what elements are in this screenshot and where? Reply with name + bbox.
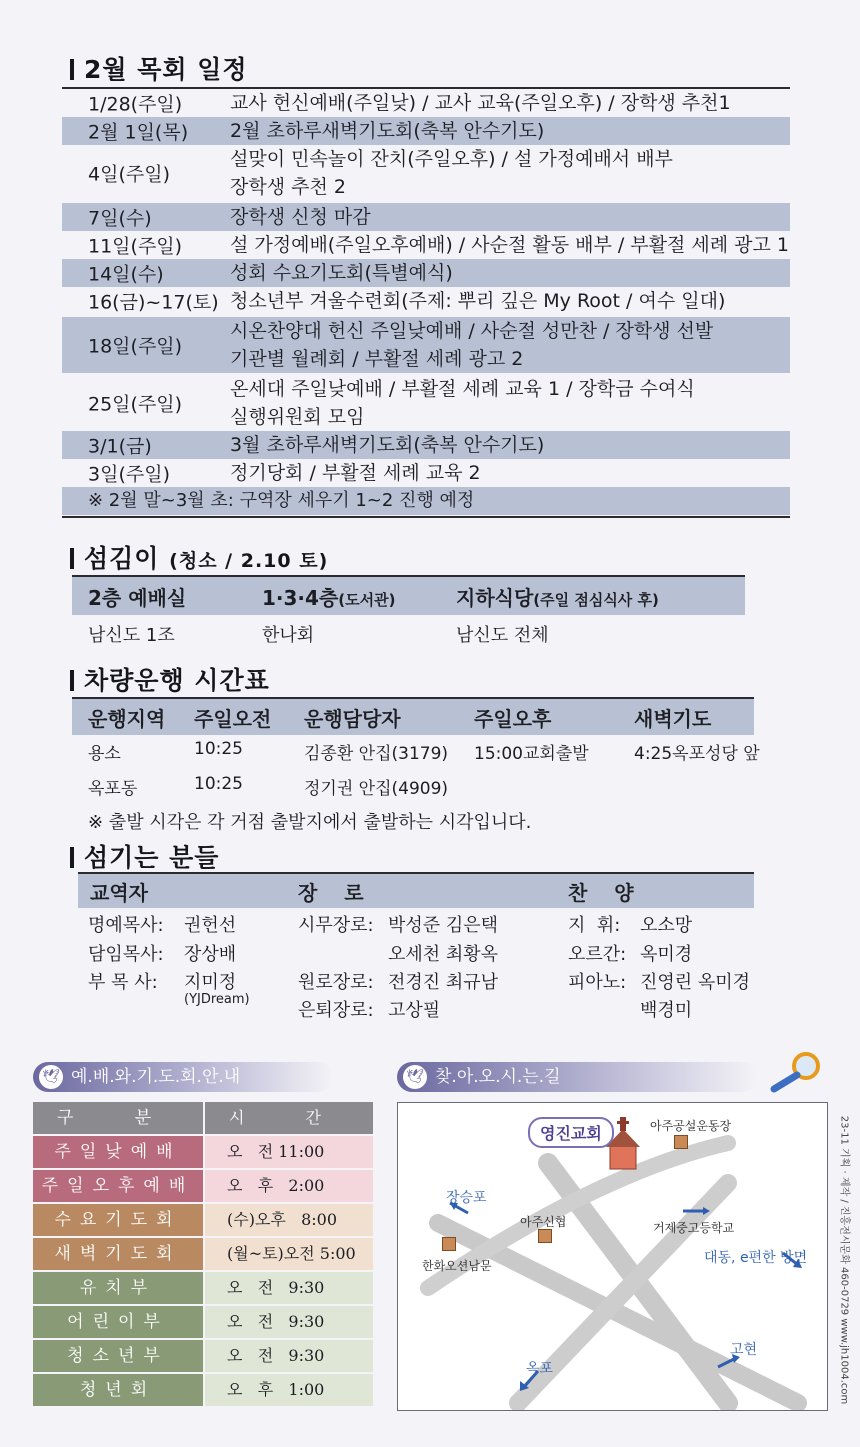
schedule-row: 16(금)~17(토) 청소년부 겨울수련회(주제: 뿌리 깊은 My Root / 여수 일대)	[88, 290, 726, 314]
staff-header-bar	[78, 872, 754, 908]
vehicle-cell: 10:25	[194, 774, 243, 794]
worship-row-time: 오 후 2:00	[205, 1170, 373, 1202]
vehicle-note: ※ 출발 시각은 각 거점 출발지에서 출발하는 시각입니다.	[88, 812, 532, 833]
building-icon	[674, 1135, 688, 1149]
staff-title: 섬기는 분들	[70, 838, 219, 874]
worship-row-time: 오 전 9:30	[205, 1272, 373, 1304]
schedule-row: 18일(주일) 시온찬양대 헌신 주일낮예배 / 사순절 성만찬 / 장학생 선발 기관별 월례회 / 부활절 세례 광고 2	[62, 317, 790, 373]
pastor-name: 권헌선	[184, 915, 237, 936]
map-label-okpo: 옥포	[526, 1361, 554, 1377]
music-names: 진영린 옥미경	[640, 972, 751, 993]
servers-value-2: 한나회	[262, 625, 315, 646]
music-names: 오소망	[640, 915, 693, 936]
worship-row-name: 새벽기도회	[33, 1238, 203, 1270]
vehicle-header-morning: 주일오전	[194, 707, 272, 731]
elder-role: 원로장로:	[298, 972, 374, 993]
schedule-row: 3/1(금) 3월 초하루새벽기도회(축복 안수기도)	[62, 431, 790, 459]
worship-row-name: 주일낮예배	[33, 1136, 203, 1168]
staff-header-pastors: 교역자	[90, 881, 148, 905]
vehicle-cell: 15:00교회출발	[474, 744, 589, 764]
vehicle-cell: 10:25	[194, 739, 243, 759]
schedule-row: 11일(주일) 설 가정예배(주일오후예배) / 사순절 활동 배부 / 부활절 세례 광고 1	[88, 234, 789, 258]
worship-row-time: 오 전 9:30	[205, 1340, 373, 1372]
vehicle-title: 차량운행 시간표	[70, 661, 270, 697]
worship-row-time: (수)오후 8:00	[205, 1204, 373, 1236]
elder-names: 전경진 최규남	[388, 972, 499, 993]
worship-row	[33, 1136, 373, 1170]
dove-icon: 🕊	[403, 1065, 427, 1089]
worship-row-time: 오 전 11:00	[205, 1136, 373, 1168]
pastor-note: (YJDream)	[184, 992, 250, 1007]
staff-header-music: 찬 양	[568, 881, 644, 905]
worship-row	[33, 1170, 373, 1204]
vehicle-header-driver: 운행담당자	[304, 707, 401, 731]
vehicle-cell: 옥포동	[88, 779, 138, 799]
map-label-gohyeon: 고현	[730, 1342, 758, 1358]
servers-value-1: 남신도 1조	[88, 625, 175, 646]
vehicle-cell: 정기권 안집(4909)	[304, 779, 449, 799]
vehicle-header-afternoon: 주일오후	[474, 707, 552, 731]
pastor-role: 명예목사:	[88, 915, 164, 936]
printer-credit: 23-11 기획 · 제작 / 진흥전시문화 460-0729 www.jh1004.com	[838, 1115, 850, 1405]
servers-header-1: 2층 예배실	[88, 586, 187, 610]
pastor-name: 지미정	[184, 972, 237, 993]
worship-row	[33, 1238, 373, 1272]
pastor-role: 부 목 사:	[88, 972, 158, 993]
map-label-hanwha: 한화오션남문	[422, 1259, 492, 1273]
pastor-name: 장상배	[184, 944, 237, 965]
directions-map	[397, 1102, 828, 1411]
schedule-row: 4일(주일) 설맞이 민속놀이 잔치(주일오후) / 설 가정예배서 배부 장학생 추천 2	[88, 148, 673, 198]
worship-row-name: 청년회	[33, 1374, 203, 1406]
map-label-ajushinhyup: 아주신협	[520, 1215, 567, 1229]
schedule-row: 14일(수) 성회 수요기도회(특별예식)	[62, 259, 790, 287]
worship-row-time: (월~토)오전 5:00	[205, 1238, 373, 1270]
schedule-row: 1/28(주일) 교사 헌신예배(주일낮) / 교사 교육(주일오후) / 장학생 추천1	[88, 92, 731, 116]
vehicle-cell: 김종환 안집(3179)	[304, 744, 449, 764]
music-role: 피아노:	[568, 972, 627, 993]
church-badge: 영진교회	[528, 1117, 614, 1148]
servers-header-3: 지하식당(주일 점심식사 후)	[456, 586, 659, 610]
building-icon	[538, 1229, 552, 1243]
vehicle-header-region: 운행지역	[88, 707, 166, 731]
worship-row-name: 유치부	[33, 1272, 203, 1304]
elder-role: 은퇴장로:	[298, 1000, 374, 1021]
worship-row-time: 오 전 9:30	[205, 1306, 373, 1338]
map-label-jangseungpo: 장승포	[446, 1190, 487, 1206]
elder-names: 박성준 김은택	[388, 915, 499, 936]
elder-names: 오세천 최황옥	[388, 944, 499, 965]
worship-row-name: 주일오후예배	[33, 1170, 203, 1202]
music-role: 지 휘:	[568, 915, 621, 936]
schedule-row: 2월 1일(목) 2월 초하루새벽기도회(축복 안수기도)	[62, 117, 790, 145]
worship-row	[33, 1340, 373, 1374]
map-label-stadium: 아주공설운동장	[650, 1119, 732, 1133]
dove-icon: 🕊	[39, 1065, 63, 1089]
map-label-daedong: 대동, e편한 방면	[704, 1250, 808, 1266]
worship-row	[33, 1306, 373, 1340]
music-names: 옥미경	[640, 944, 693, 965]
worship-tag: 🕊 예.배.와.기.도.회.안.내	[33, 1062, 333, 1092]
worship-row-time: 오 후 1:00	[205, 1374, 373, 1406]
elder-names: 고상필	[388, 1000, 441, 1021]
pastor-role: 담임목사:	[88, 944, 164, 965]
worship-row	[33, 1374, 373, 1408]
schedule-row: 25일(주일) 온세대 주일낮예배 / 부활절 세례 교육 1 / 장학금 수여식 실행위원회 모임	[88, 378, 695, 428]
worship-header-category: 구 분	[33, 1102, 203, 1134]
worship-table-header	[33, 1102, 373, 1136]
magnifier-icon	[762, 1050, 828, 1094]
vehicle-cell: 4:25옥포성당 앞	[634, 744, 760, 764]
schedule-bottom-rule	[62, 516, 790, 518]
schedule-note: ※ 2월 말~3월 초: 구역장 세우기 1~2 진행 예정	[62, 487, 790, 515]
worship-row	[33, 1272, 373, 1306]
music-role: 오르간:	[568, 944, 627, 965]
music-names: 백경미	[640, 1000, 693, 1021]
map-label-school: 거제중고등학교	[653, 1221, 735, 1235]
schedule-row: 7일(수) 장학생 신청 마감	[62, 203, 790, 231]
servers-value-3: 남신도 전체	[456, 625, 549, 646]
servers-header-2: 1·3·4층(도서관)	[262, 586, 396, 610]
schedule-row: 3일(주일) 정기당회 / 부활절 세례 교육 2	[88, 462, 481, 486]
elder-role: 시무장로:	[298, 915, 374, 936]
vehicle-header-dawn: 새벽기도	[634, 707, 712, 731]
worship-row-name: 청소년부	[33, 1340, 203, 1372]
worship-row-name: 어린이부	[33, 1306, 203, 1338]
worship-row-name: 수요기도회	[33, 1204, 203, 1236]
vehicle-cell: 용소	[88, 744, 121, 764]
worship-header-time: 시 간	[205, 1102, 373, 1134]
directions-tag: 🕊 찾.아.오.시.는.길	[397, 1062, 757, 1092]
staff-header-elders: 장 로	[298, 881, 374, 905]
schedule-title: 2월 목회 일정	[70, 50, 248, 86]
worship-row	[33, 1204, 373, 1238]
building-icon	[442, 1237, 456, 1251]
servers-title: 섬김이 (청소 / 2.10 토)	[70, 539, 328, 575]
